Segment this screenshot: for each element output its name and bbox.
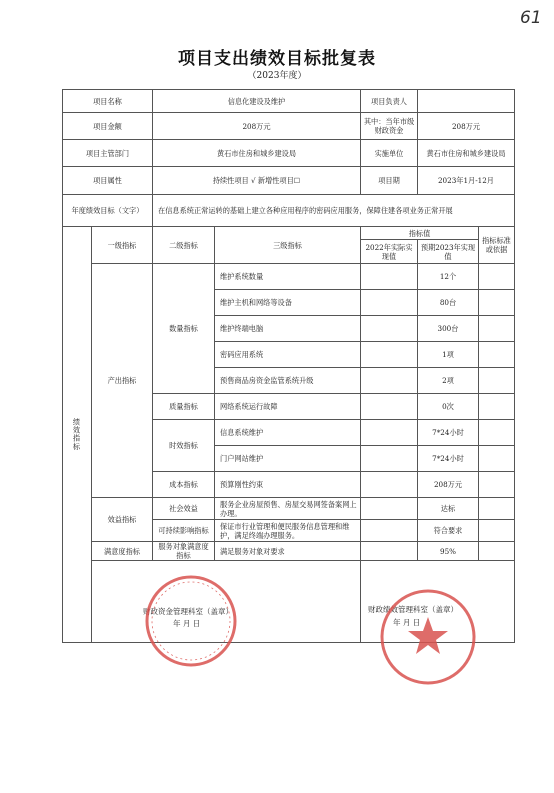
value-project-leader xyxy=(418,90,515,113)
page-number: 61 xyxy=(520,8,542,28)
indicator-name: 预算刚性约束 xyxy=(215,472,361,498)
indicator-value: 12个 xyxy=(418,264,479,290)
actual-2022-cell xyxy=(361,498,418,520)
indicator-name: 维护系统数量 xyxy=(215,264,361,290)
group-satisfaction: 满意度指标 xyxy=(92,542,153,561)
actual-2022-cell xyxy=(361,446,418,472)
indicator-value: 300台 xyxy=(418,316,479,342)
indicator-name: 满足服务对象对要求 xyxy=(215,542,361,561)
fund-management-seal xyxy=(143,573,239,669)
actual-2022-cell xyxy=(361,472,418,498)
performance-seal xyxy=(378,587,478,687)
label-fiscal-note: 其中：当年市级财政资金 xyxy=(361,113,418,140)
standard-cell xyxy=(479,542,515,561)
actual-2022-cell xyxy=(361,290,418,316)
indicator-name: 维护终端电脑 xyxy=(215,316,361,342)
value-attribute: 持续性项目 √ 新增性项目☐ xyxy=(153,167,361,195)
header-level3: 三级指标 xyxy=(215,227,361,264)
label-project-leader: 项目负责人 xyxy=(361,90,418,113)
actual-2022-cell xyxy=(361,316,418,342)
standard-cell xyxy=(479,394,515,420)
group-sustain: 可持续影响指标 xyxy=(153,520,215,542)
header-level1: 一级指标 xyxy=(92,227,153,264)
actual-2022-cell xyxy=(361,342,418,368)
standard-cell xyxy=(479,446,515,472)
standard-cell xyxy=(479,498,515,520)
label-attribute: 项目属性 xyxy=(63,167,153,195)
indicator-value: 达标 xyxy=(418,498,479,520)
standard-cell xyxy=(479,520,515,542)
group-service: 服务对象满意度指标 xyxy=(153,542,215,561)
standard-cell xyxy=(479,316,515,342)
actual-2022-cell xyxy=(361,420,418,446)
header-actual-2022: 2022年实际实现值 xyxy=(361,240,418,264)
indicator-name: 维护主机和网络等设备 xyxy=(215,290,361,316)
group-quality: 质量指标 xyxy=(153,394,215,420)
header-level2: 二级指标 xyxy=(153,227,215,264)
value-fiscal-amount: 208万元 xyxy=(418,113,515,140)
standard-cell xyxy=(479,472,515,498)
indicator-name: 网络系统运行故障 xyxy=(215,394,361,420)
actual-2022-cell xyxy=(361,520,418,542)
group-quantity: 数量指标 xyxy=(153,264,215,394)
indicator-value: 0次 xyxy=(418,394,479,420)
indicator-value: 2项 xyxy=(418,368,479,394)
signature-left-date: 年 月 日 xyxy=(173,619,201,628)
standard-cell xyxy=(479,264,515,290)
standard-cell xyxy=(479,290,515,316)
signature-right-label: 财政绩效管理科室（盖章） xyxy=(368,605,458,614)
approval-table xyxy=(62,89,515,643)
header-indicator-value: 指标值 xyxy=(361,227,479,240)
indicator-value: 95% xyxy=(418,542,479,561)
label-project-name: 项目名称 xyxy=(63,90,153,113)
header-standard: 指标标准或依据 xyxy=(479,227,515,264)
page-title: 项目支出绩效目标批复表 xyxy=(178,49,376,69)
indicator-value: 208万元 xyxy=(418,472,479,498)
group-timeliness: 时效指标 xyxy=(153,420,215,472)
group-benefit: 效益指标 xyxy=(92,498,153,542)
actual-2022-cell xyxy=(361,542,418,561)
indicator-value: 7*24小时 xyxy=(418,446,479,472)
indicator-value: 80台 xyxy=(418,290,479,316)
indicator-value: 1项 xyxy=(418,342,479,368)
value-period: 2023年1月-12月 xyxy=(418,167,515,195)
indicator-value: 7*24小时 xyxy=(418,420,479,446)
group-output: 产出指标 xyxy=(92,264,153,498)
indicator-name: 保证市行业管理和便民服务信息管理和维护，满足终端办理服务。 xyxy=(215,520,361,542)
standard-cell xyxy=(479,368,515,394)
actual-2022-cell xyxy=(361,368,418,394)
indicator-name: 预售商品房资金监管系统升级 xyxy=(215,368,361,394)
label-perf-indicators: 绩效指标 xyxy=(63,227,92,643)
signature-right-date: 年 月 日 xyxy=(393,618,421,627)
value-project-amount: 208万元 xyxy=(153,113,361,140)
standard-cell xyxy=(479,342,515,368)
label-annual-goal: 年度绩效目标（文字） xyxy=(63,195,153,227)
header-expected-2023: 预期2023年实现值 xyxy=(418,240,479,264)
standard-cell xyxy=(479,420,515,446)
indicator-name: 服务企业房屋预售、房屋交易网签备案网上办理。 xyxy=(215,498,361,520)
indicator-name: 门户网站维护 xyxy=(215,446,361,472)
indicator-name: 信息系统维护 xyxy=(215,420,361,446)
value-implementer: 黄石市住房和城乡建设局 xyxy=(418,140,515,167)
label-department: 项目主管部门 xyxy=(63,140,153,167)
label-period: 项目期 xyxy=(361,167,418,195)
signature-left-label: 财政资金管理科室（盖章） xyxy=(143,607,233,616)
actual-2022-cell xyxy=(361,394,418,420)
group-social: 社会效益 xyxy=(153,498,215,520)
group-cost: 成本指标 xyxy=(153,472,215,498)
value-annual-goal: 在信息系统正常运转的基础上建立各种应用程序的密码应用服务，保障住建各项业务正常开展 xyxy=(153,195,515,227)
label-project-amount: 项目金额 xyxy=(63,113,153,140)
indicator-value: 符合要求 xyxy=(418,520,479,542)
indicator-name: 密码应用系统 xyxy=(215,342,361,368)
value-department: 黄石市住房和城乡建设局 xyxy=(153,140,361,167)
page-subtitle: （2023年度） xyxy=(247,71,307,81)
actual-2022-cell xyxy=(361,264,418,290)
value-project-name: 信息化建设及维护 xyxy=(153,90,361,113)
label-implementer: 实施单位 xyxy=(361,140,418,167)
